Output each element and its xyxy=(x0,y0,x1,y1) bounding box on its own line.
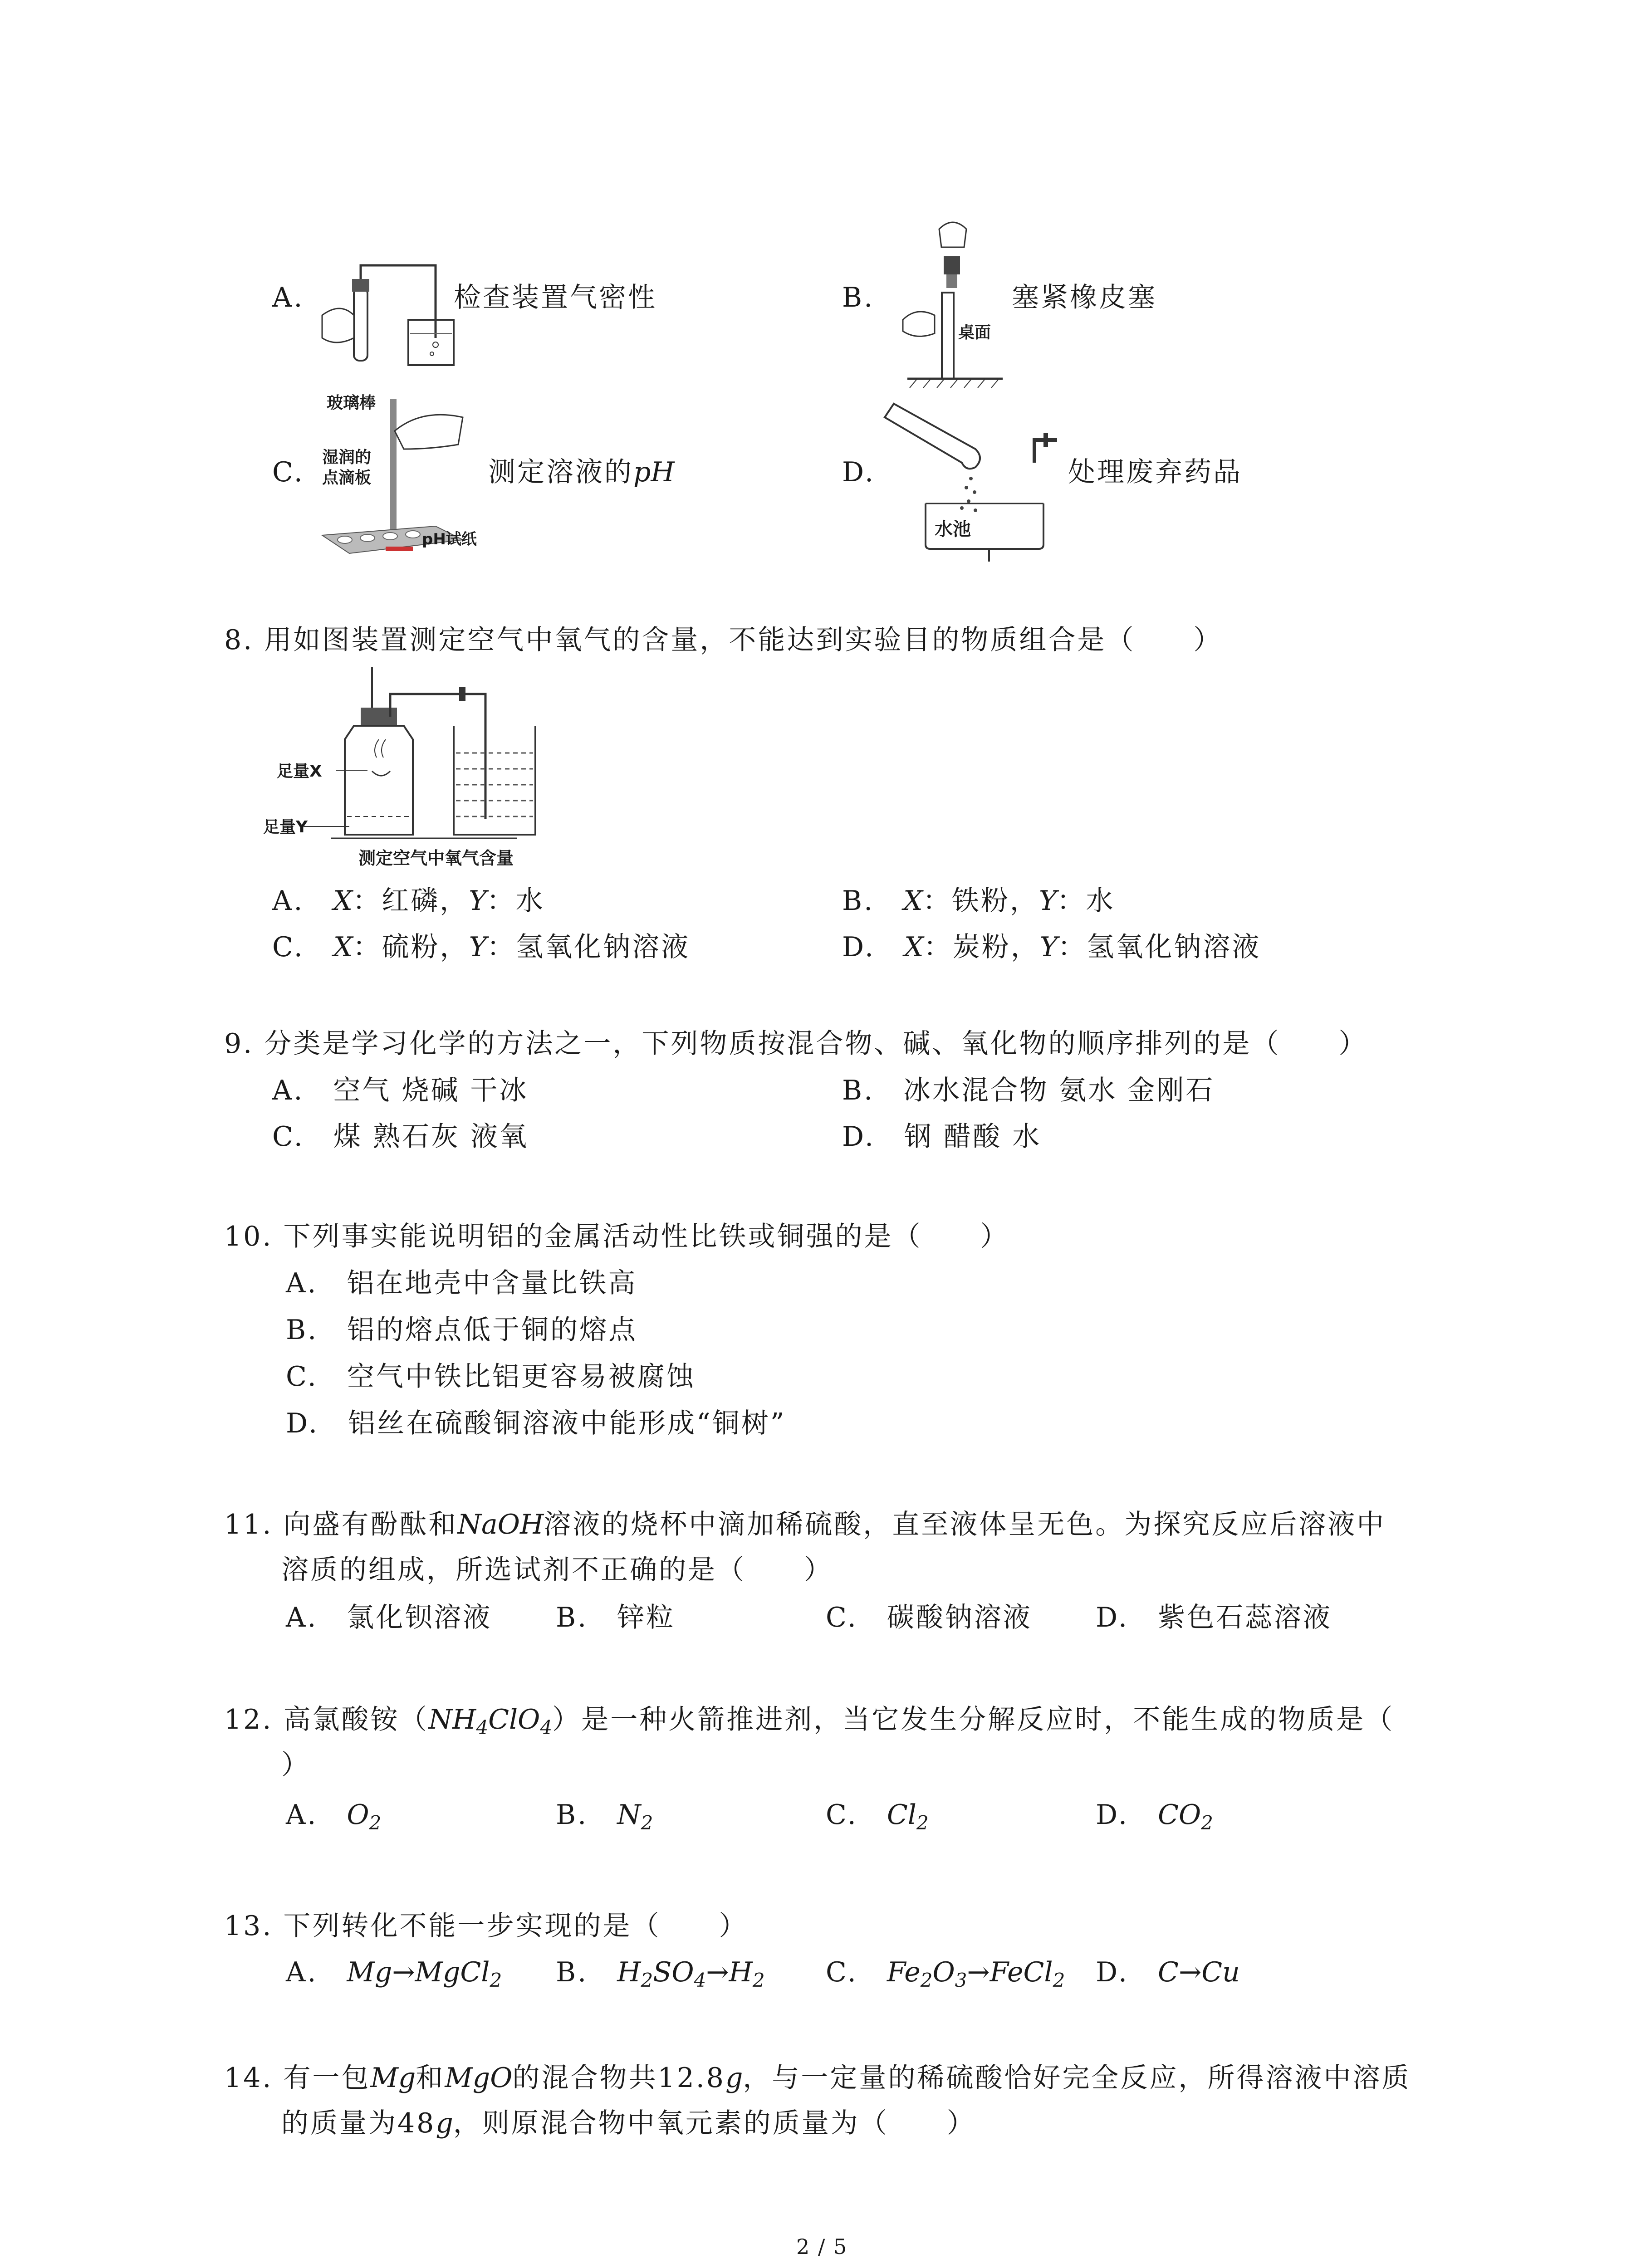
waste-disposal-diagram xyxy=(885,390,1066,562)
spot-plate-label: 点滴板 xyxy=(322,469,372,487)
q8-option-a: A. X：红磷，Y：水 xyxy=(272,885,545,917)
q9-option-d: D. 钢 醋酸 水 xyxy=(842,1121,1042,1153)
q12-option-b: B. $N_2$ xyxy=(556,1799,653,1834)
q12-option-d: D. $CO_2$ xyxy=(1096,1799,1213,1834)
wet-label: 湿润的 xyxy=(322,448,372,467)
q7-option-a-letter: A. xyxy=(272,282,304,313)
q8-option-c: C. X：硫粉，Y：氢氧化钠溶液 xyxy=(272,931,691,963)
q7-option-d-text: 处理废弃药品 xyxy=(1068,456,1242,488)
q10-option-c: C. 空气中铁比铝更容易被腐蚀 xyxy=(286,1361,696,1393)
q8-option-b: B. X：铁粉，Y：水 xyxy=(842,885,1115,917)
q10-option-a: A. 铝在地壳中含量比铁高 xyxy=(286,1267,637,1299)
q7-option-d-letter: D. xyxy=(842,456,876,488)
q14-stem-line1: 14. 有一包Mg和MgO的混合物共12.8g，与一定量的稀硫酸恰好完全反应，所得溶液中溶质 xyxy=(224,2062,1411,2094)
ph-test-diagram xyxy=(318,390,481,558)
q12-option-a: A. $O_2$ xyxy=(286,1799,382,1834)
q7-option-c-letter: C. xyxy=(272,456,304,488)
q14-stem-line2: 的质量为48g，则原混合物中氧元素的质量为（ ） xyxy=(281,2107,976,2139)
q9-option-c: C. 煤 熟石灰 液氧 xyxy=(272,1121,529,1153)
q12-stem-line2: ） xyxy=(281,1749,310,1781)
q13-option-d: D. C→Cu xyxy=(1096,1956,1240,1988)
apparatus-caption: 测定空气中氧气含量 xyxy=(358,848,514,868)
q13-stem: 13. 下列转化不能一步实现的是（ ） xyxy=(224,1910,748,1942)
desk-label: 桌面 xyxy=(958,323,991,342)
q13-option-c: C. $Fe_2O_3\to FeCl_2$ xyxy=(826,1956,1065,1991)
sufficient-y-label: 足量Y xyxy=(263,818,308,836)
page-number: 2 / 5 xyxy=(796,2234,848,2259)
q9-option-b: B. 冰水混合物 氨水 金刚石 xyxy=(842,1075,1215,1106)
q7-option-b-letter: B. xyxy=(842,282,875,313)
q13-option-a: A. Mg→MgCl$_2$ xyxy=(286,1956,502,1991)
q7-a-figure xyxy=(313,252,458,370)
q8-figure xyxy=(263,667,563,871)
q12-stem-line1: 12. 高氯酸铵$(NH_4ClO_4)$是一种火箭推进剂，当它发生分解反应时，不能生成的物质是（ xyxy=(224,1704,1395,1739)
airtight-check-diagram xyxy=(313,252,458,370)
q7-option-b-text: 塞紧橡皮塞 xyxy=(1012,282,1157,313)
q7-option-a-text: 检查装置气密性 xyxy=(454,282,657,313)
q9-stem: 9. 分类是学习化学的方法之一，下列物质按混合物、碱、氧化物的顺序排列的是（ ） xyxy=(224,1028,1368,1060)
ph-paper-label: pH试纸 xyxy=(422,530,477,548)
q13-option-b: B. $H_2SO_4\to H_2$ xyxy=(556,1956,765,1991)
q11-option-a: A. 氯化钡溶液 xyxy=(286,1602,492,1633)
q9-option-a: A. 空气 烧碱 干冰 xyxy=(272,1075,529,1106)
q11-stem-line1: 11. 向盛有酚酞和NaOH溶液的烧杯中滴加稀硫酸，直至液体呈无色。为探究反应后溶液中 xyxy=(224,1509,1386,1540)
oxygen-content-apparatus xyxy=(263,667,563,871)
sufficient-x-label: 足量X xyxy=(277,762,322,781)
q10-option-d: D. 铝丝在硫酸铜溶液中能形成“铜树” xyxy=(286,1408,786,1439)
q7-c-figure xyxy=(318,390,481,558)
q12-option-c: C. $Cl_2$ xyxy=(826,1799,929,1834)
stopper-diagram xyxy=(889,215,1007,397)
q11-option-c: C. 碳酸钠溶液 xyxy=(826,1602,1032,1633)
q11-stem-line2: 溶质的组成，所选试剂不正确的是（ ） xyxy=(281,1554,833,1586)
q7-option-c-text: 测定溶液的pH xyxy=(488,456,675,488)
ammonium-perchlorate-formula: $NH_4ClO_4$ xyxy=(428,1704,553,1739)
q10-stem: 10. 下列事实能说明铝的金属活动性比铁或铜强的是（ ） xyxy=(224,1221,1009,1252)
q11-option-d: D. 紫色石蕊溶液 xyxy=(1096,1602,1332,1633)
q10-option-b: B. 铝的熔点低于铜的熔点 xyxy=(286,1314,638,1346)
q8-stem: 8. 用如图装置测定空气中氧气的含量，不能达到实验目的物质组合是（ ） xyxy=(224,624,1223,656)
q11-option-b: B. 锌粒 xyxy=(556,1602,676,1633)
sink-label: 水池 xyxy=(935,519,971,540)
q7-b-figure xyxy=(889,215,1007,397)
glass-rod-label: 玻璃棒 xyxy=(327,394,376,412)
q7-d-figure xyxy=(885,390,1066,562)
q8-option-d: D. X：炭粉，Y：氢氧化钠溶液 xyxy=(842,931,1261,963)
